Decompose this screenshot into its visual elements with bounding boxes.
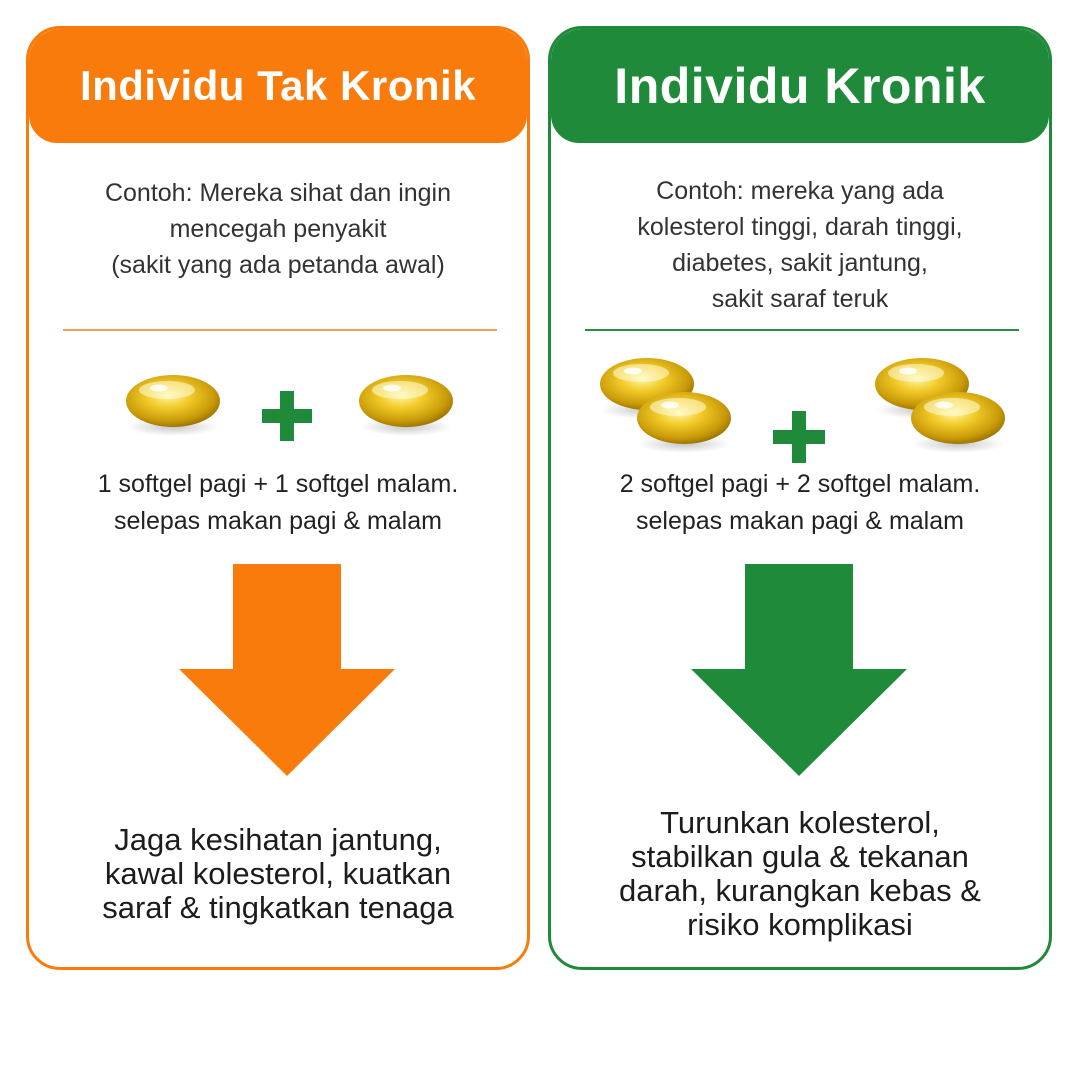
softgel-capsule-icon <box>359 375 453 436</box>
card-title: Individu Kronik <box>614 58 986 114</box>
dosage-text <box>551 466 1049 540</box>
benefit-line: darah, kurangkan kebas & <box>619 873 981 908</box>
capsule-dosage-graphic <box>29 354 527 484</box>
divider <box>585 329 1019 331</box>
plus-icon <box>262 391 312 441</box>
divider <box>63 329 497 331</box>
capsule-dosage-graphic <box>551 354 1049 484</box>
benefit-line: risiko komplikasi <box>687 907 913 942</box>
example-line: (sakit yang ada petanda awal) <box>111 251 445 279</box>
example-line: Contoh: mereka yang ada <box>656 177 944 205</box>
benefit-line: Jaga kesihatan jantung, <box>114 822 442 857</box>
benefit-line: stabilkan gula & tekanan <box>631 839 969 874</box>
benefit-line: Turunkan kolesterol, <box>660 805 940 840</box>
dosage-line: 2 softgel pagi + 2 softgel malam. <box>619 470 981 498</box>
arrow-down-icon <box>179 564 395 780</box>
dosage-line: selepas makan pagi & malam <box>636 507 964 535</box>
card-header <box>551 29 1049 143</box>
dosage-line: 1 softgel pagi + 1 softgel malam. <box>97 470 459 498</box>
example-line: diabetes, sakit jantung, <box>672 249 928 277</box>
benefit-line: saraf & tingkatkan tenaga <box>102 890 454 925</box>
benefit-text <box>39 823 517 925</box>
example-line: mencegah penyakit <box>169 215 387 243</box>
example-text <box>49 175 507 283</box>
softgel-capsule-icon <box>637 392 731 453</box>
example-text <box>571 173 1029 317</box>
softgel-capsule-icon <box>126 375 220 436</box>
softgel-capsule-icon <box>911 392 1005 453</box>
arrow-down-icon <box>691 564 907 780</box>
example-line: Contoh: Mereka sihat dan ingin <box>104 179 452 207</box>
non-chronic-card <box>26 26 530 970</box>
benefit-text <box>561 806 1039 942</box>
card-header <box>29 29 527 143</box>
benefit-line: kawal kolesterol, kuatkan <box>104 856 452 891</box>
dosage-line: selepas makan pagi & malam <box>114 507 442 535</box>
plus-icon <box>773 411 825 463</box>
example-line: kolesterol tinggi, darah tinggi, <box>637 213 963 241</box>
example-line: sakit saraf teruk <box>711 285 889 313</box>
card-title: Individu Tak Kronik <box>79 62 477 109</box>
dosage-text <box>29 466 527 540</box>
chronic-card <box>548 26 1052 970</box>
